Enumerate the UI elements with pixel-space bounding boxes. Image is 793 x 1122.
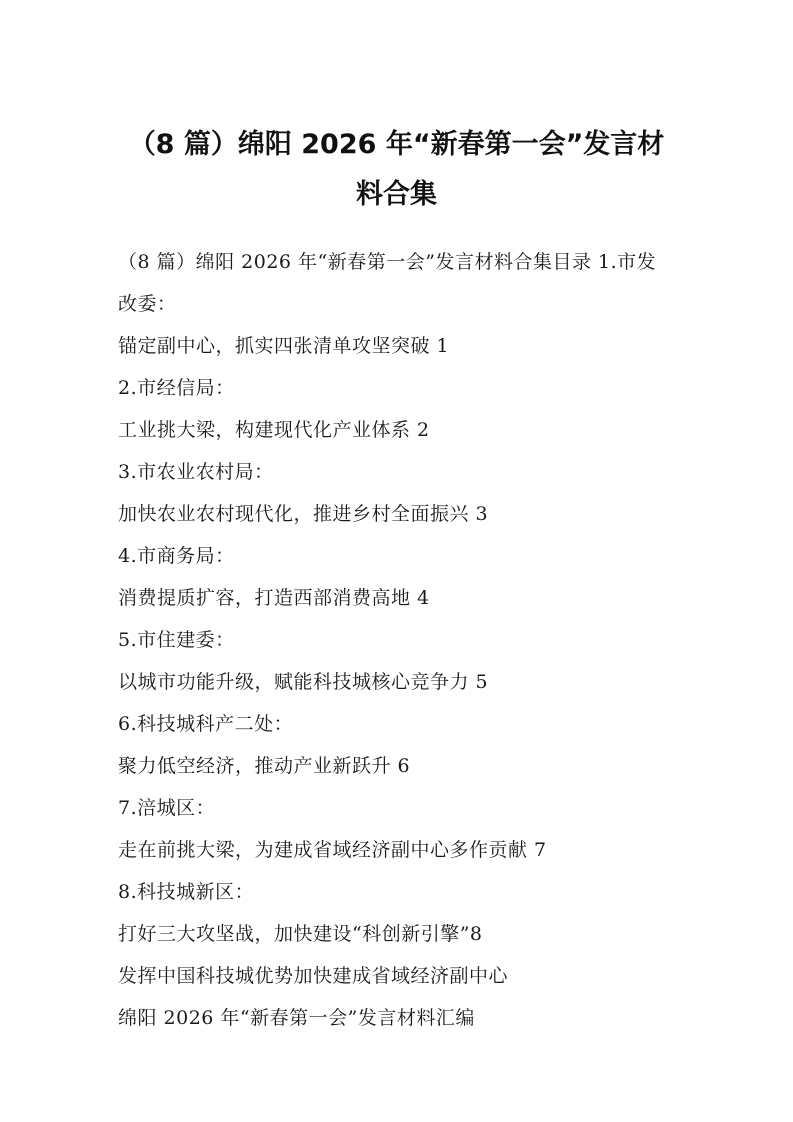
toc-entry-department-7: 7.涪城区： xyxy=(118,797,216,819)
document-title-line-1: （8 篇）绵阳 2026 年“新春第一会”发言材 xyxy=(128,129,665,160)
toc-entry-title-8: 打好三大攻坚战，加快建设“科创新引擎”8 xyxy=(118,923,483,945)
toc-entry-department-8: 8.科技城新区： xyxy=(118,881,255,903)
toc-intro-line: （8 篇）绵阳 2026 年“新春第一会”发言材料合集目录 1.市发 xyxy=(118,251,657,273)
toc-entry-title-5: 以城市功能升级，赋能科技城核心竞争力 5 xyxy=(118,671,489,693)
toc-entry-title-6: 聚力低空经济，推动产业新跃升 6 xyxy=(118,755,411,777)
compilation-heading: 绵阳 2026 年“新春第一会”发言材料汇编 xyxy=(118,1007,475,1029)
toc-entry-title-7: 走在前挑大梁，为建成省域经济副中心多作贡献 7 xyxy=(118,839,547,861)
toc-entry-department-6: 6.科技城科产二处： xyxy=(118,713,294,735)
toc-entry-department-4: 4.市商务局： xyxy=(118,545,235,567)
toc-entry-title-4: 消费提质扩容，打造西部消费高地 4 xyxy=(118,587,430,609)
toc-entry-title-3: 加快农业农村现代化，推进乡村全面振兴 3 xyxy=(118,503,489,525)
toc-entry-title-1: 锚定副中心，抓实四张清单攻坚突破 1 xyxy=(118,335,450,357)
toc-entry-title-2: 工业挑大梁，构建现代化产业体系 2 xyxy=(118,419,430,441)
toc-intro-continuation: 改委： xyxy=(118,293,177,315)
toc-entry-department-5: 5.市住建委： xyxy=(118,629,235,651)
document-title-line-2: 料合集 xyxy=(356,179,437,210)
toc-entry-department-3: 3.市农业农村局： xyxy=(118,461,274,483)
toc-entry-department-2: 2.市经信局： xyxy=(118,377,235,399)
section-heading: 发挥中国科技城优势加快建成省域经济副中心 xyxy=(118,965,509,987)
